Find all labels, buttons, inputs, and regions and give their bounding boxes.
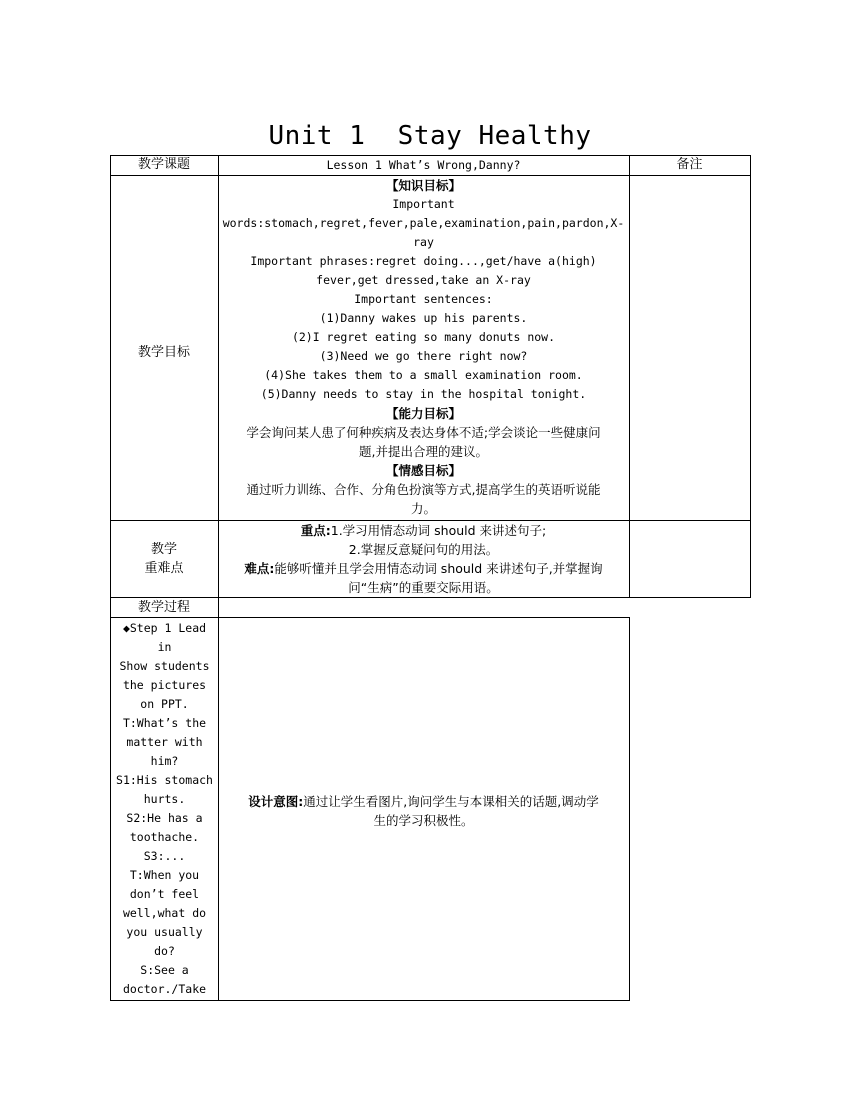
difficulty-line: 能够听懂并且学会用情态动词 should 来讲述句子,并掌握询 (274, 561, 603, 576)
step-line: you usually (126, 925, 203, 939)
page-title: Unit 1 Stay Healthy (268, 121, 592, 151)
knowledge-line: (1)Danny wakes up his parents. (319, 311, 528, 325)
step-line: T:When you (129, 868, 200, 882)
key-point-line: 1.学习用情态动词 should 来讲述句子; (330, 523, 547, 538)
step-line: S2:He has a (126, 811, 203, 825)
ability-heading: 【能力目标】 (385, 406, 461, 421)
step-content (111, 619, 218, 999)
knowledge-line: (4)She takes them to a small examination room. (264, 368, 583, 382)
step-line: him? (150, 754, 179, 768)
knowledge-line: ray (413, 235, 434, 249)
step-line: Show students (119, 659, 210, 673)
design-intent-label: 设计意图: (248, 794, 304, 809)
knowledge-line: (3)Need we go there right now? (319, 349, 528, 363)
ability-line: 学会询问某人患了何种疾病及表达身体不适;学会谈论一些健康问 (246, 425, 601, 440)
design-intent-line: 生的学习积极性。 (373, 813, 474, 828)
step-line: S1:His stomach (116, 773, 213, 787)
process-label: 教学过程 (137, 600, 190, 615)
key-points-content (222, 521, 625, 597)
step-line: well,what do (122, 906, 207, 920)
step-line: on PPT. (140, 697, 189, 711)
step-line: don’t feel (129, 887, 200, 901)
step-line: do? (154, 944, 175, 958)
key-points-label (110, 540, 218, 578)
header-notes-label: 备注 (676, 157, 703, 172)
key-points-label-line1: 教学 (150, 542, 177, 557)
knowledge-line: (5)Danny needs to stay in the hospital tonight. (260, 387, 587, 401)
lesson-title: Lesson 1 What’s Wrong,Danny? (326, 158, 521, 172)
step-line: matter with (126, 735, 203, 749)
design-intent (222, 792, 625, 830)
step-line: T:What’s the (122, 716, 207, 730)
difficulty-line: 问“生病”的重要交际用语。 (348, 580, 499, 595)
key-point-label: 重点: (300, 523, 331, 538)
difficulty-label: 难点: (244, 561, 275, 576)
emotion-heading: 【情感目标】 (385, 463, 461, 478)
step-line: doctor./Take (122, 982, 207, 996)
step-line: hurts. (143, 792, 186, 806)
header-topic-label: 教学课题 (137, 157, 190, 172)
knowledge-line: Important (392, 197, 455, 211)
step-line: in (157, 640, 172, 654)
knowledge-line: Important sentences: (354, 292, 493, 306)
knowledge-heading: 【知识目标】 (385, 178, 461, 193)
emotion-line: 通过听力训练、合作、分角色扮演等方式,提高学生的英语听说能 (246, 482, 601, 497)
knowledge-line: (2)I regret eating so many donuts now. (291, 330, 556, 344)
design-intent-line: 通过让学生看图片,询问学生与本课相关的话题,调动学 (303, 794, 599, 809)
step-line: toothache. (129, 830, 200, 844)
step-line: S3:... (143, 849, 186, 863)
ability-line: 题,并提出合理的建议。 (359, 444, 488, 459)
key-point-line: 2.掌握反意疑问句的用法。 (348, 542, 499, 557)
knowledge-line: Important phrases:regret doing...,get/have a(high) (250, 254, 597, 268)
step-line: the pictures (122, 678, 207, 692)
key-points-label-line2: 重难点 (144, 561, 184, 576)
objectives-content (222, 176, 625, 518)
emotion-line: 力。 (410, 501, 436, 516)
knowledge-line: words:stomach,regret,fever,pale,examination,pain,pardon,X- (222, 216, 625, 230)
step-line: S:See a (140, 963, 189, 977)
objectives-label: 教学目标 (137, 345, 190, 360)
knowledge-line: fever,get dressed,take an X-ray (316, 273, 531, 287)
step-line: ◆Step 1 Lead (122, 621, 207, 635)
